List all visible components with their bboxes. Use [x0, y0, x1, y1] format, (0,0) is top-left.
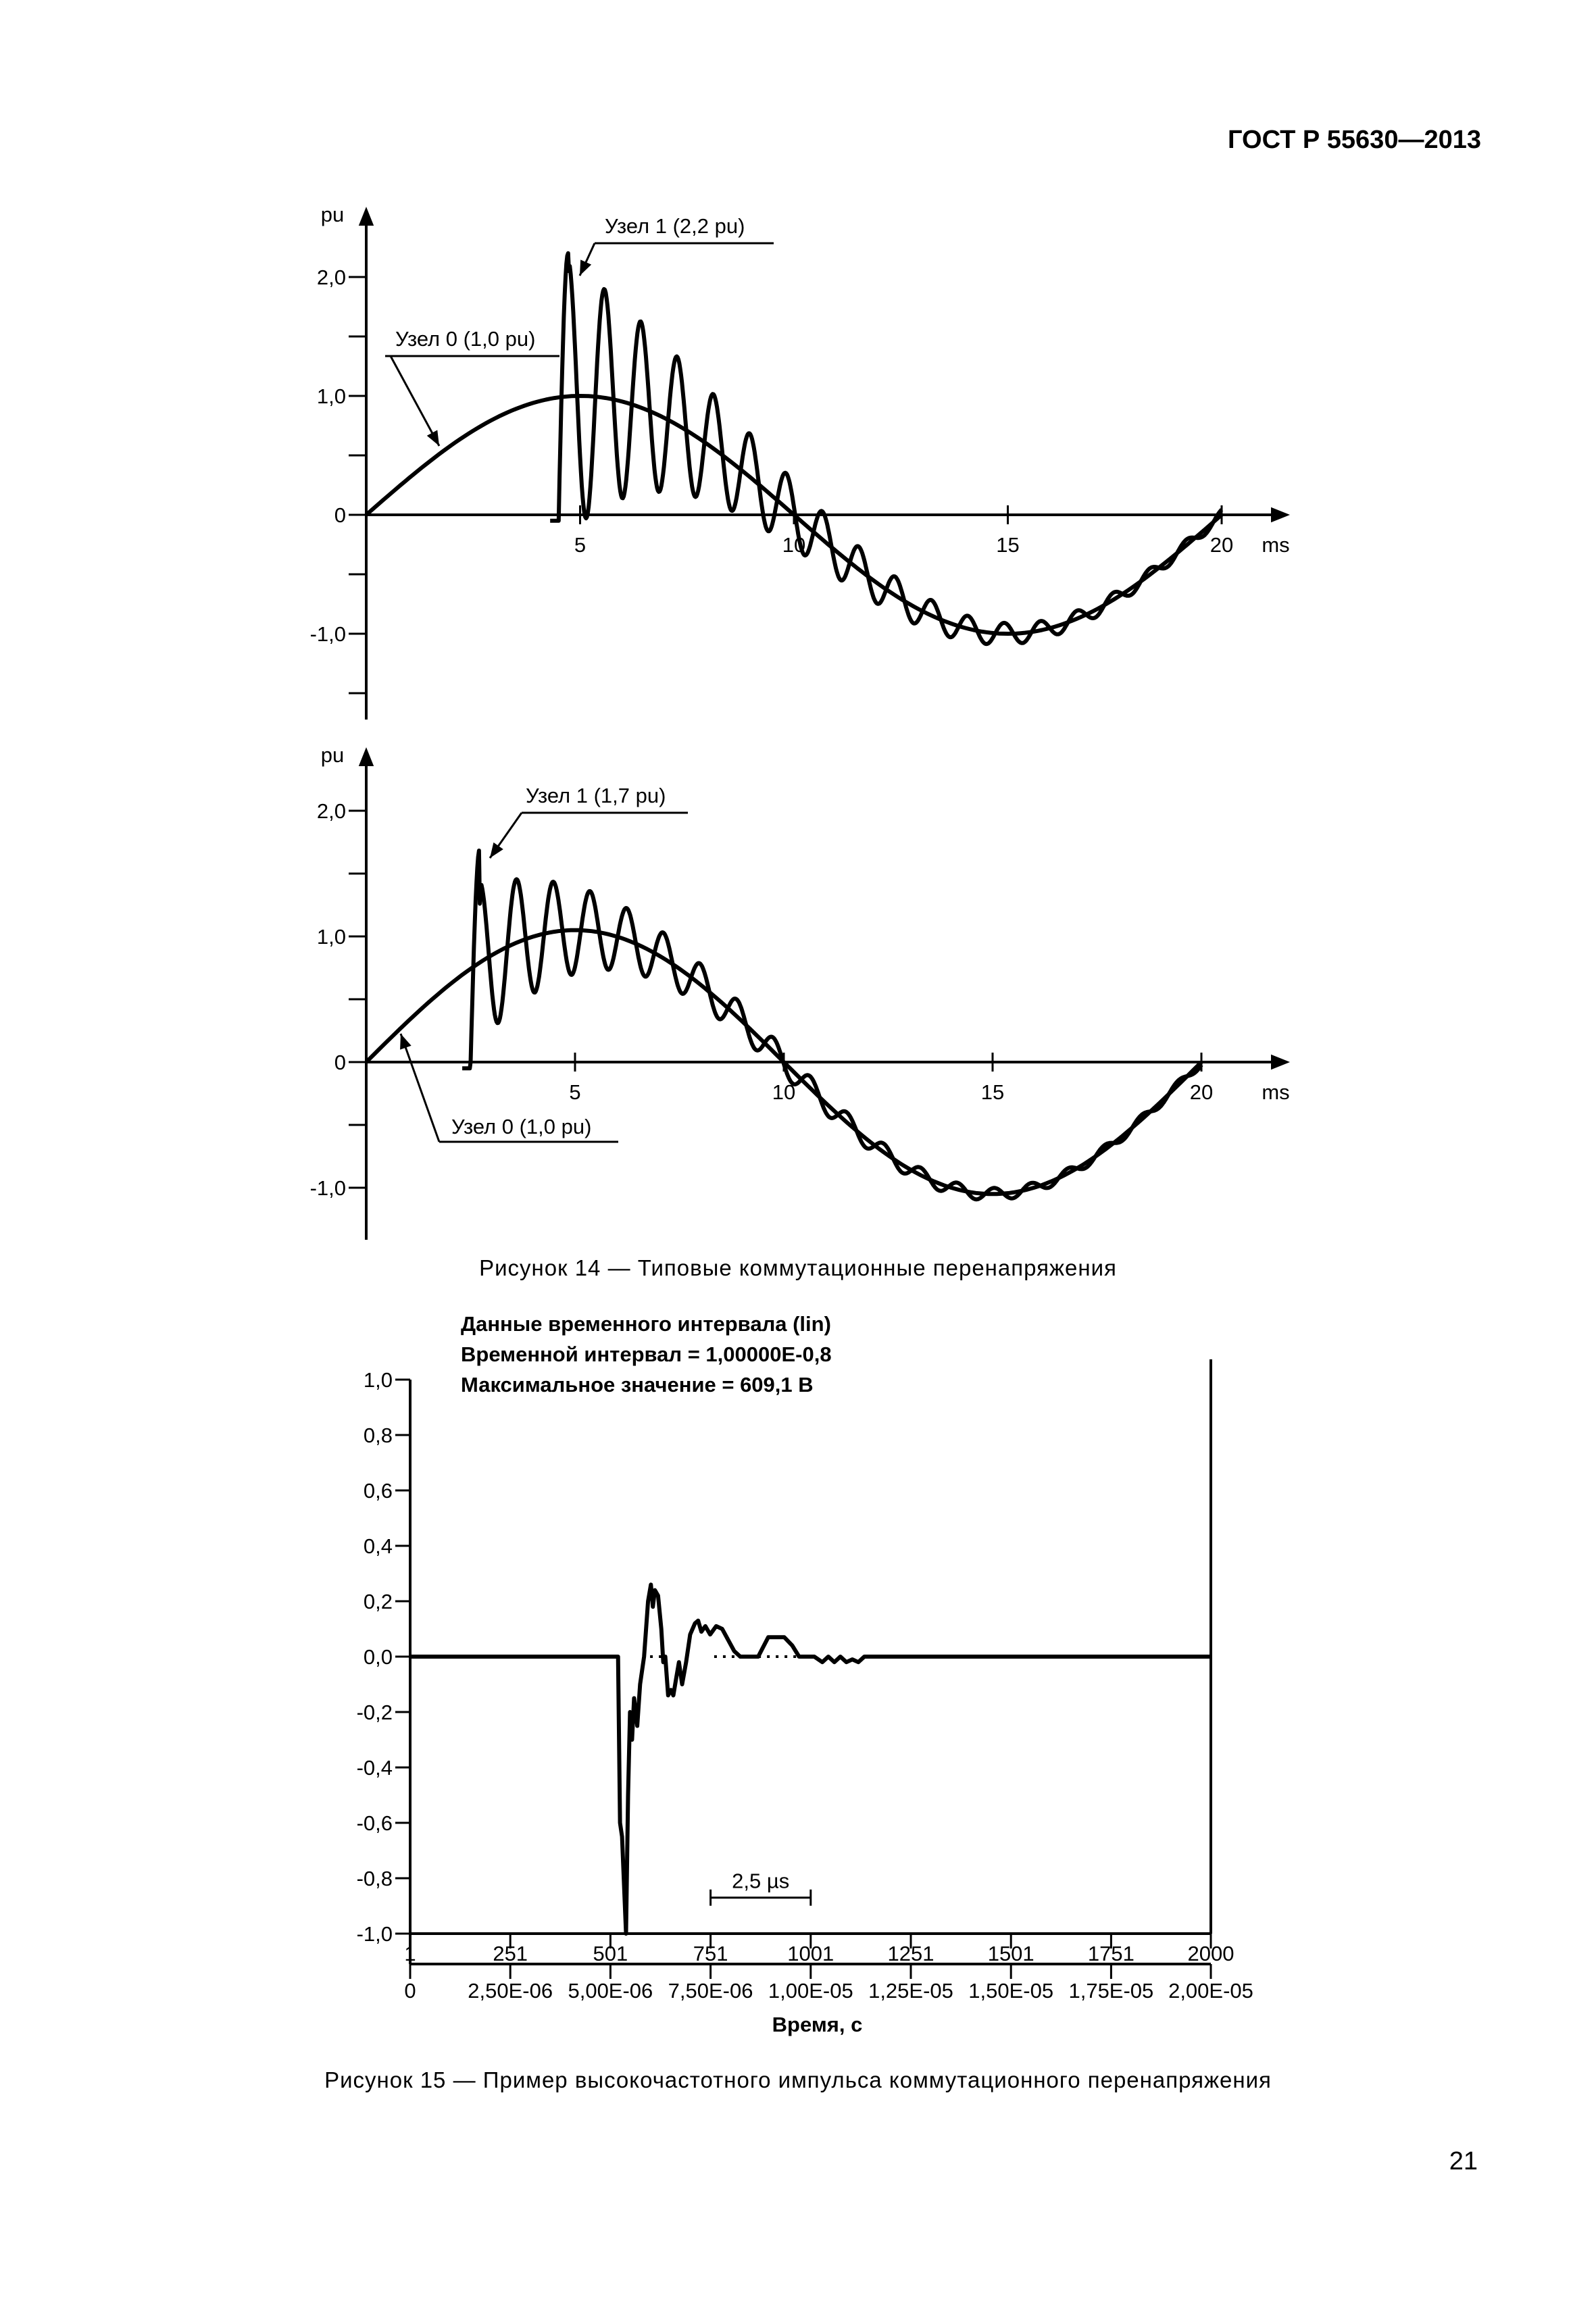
x-tick-label: 10 [772, 1080, 796, 1104]
annotation-node0-leader [401, 1034, 439, 1142]
x-tick-label-sample: 1501 [987, 1942, 1034, 1965]
y-tick-label: -0,6 [356, 1811, 393, 1835]
annotation-node1-arrow [580, 259, 591, 276]
x-tick-label: 10 [782, 533, 806, 557]
x-axis-arrow [1271, 507, 1290, 522]
x-tick-label-time: 1,75E-05 [1068, 1979, 1154, 2003]
x-tick-label-sample: 751 [693, 1942, 728, 1965]
x-tick-label-sample: 1001 [787, 1942, 834, 1965]
page-number: 21 [1449, 2147, 1478, 2175]
figure14-caption: Рисунок 14 — Типовые коммутационные перенапряжения [479, 1255, 1117, 1280]
annotation-node0-arrow [427, 430, 439, 446]
x-tick-label-time: 1,00E-05 [768, 1979, 853, 2003]
x-tick-label: 20 [1189, 1080, 1214, 1104]
chart-info-line: Временной интервал = 1,00000Е-0,8 [461, 1342, 832, 1366]
y-axis-arrow [359, 747, 374, 766]
y-axis-arrow [359, 207, 374, 226]
signal-line [410, 1584, 1211, 1934]
y-tick-label: 2,0 [316, 266, 346, 289]
x-tick-label-time: 0 [404, 1979, 416, 2003]
x-tick-label-time: 1,50E-05 [968, 1979, 1054, 2003]
x-tick-label-sample: 2000 [1187, 1942, 1235, 1965]
x-tick-label: 15 [980, 1080, 1005, 1104]
y-tick-label: -1,0 [309, 1176, 346, 1200]
y-tick-label: 1,0 [316, 384, 346, 408]
y-tick-label: -0,8 [356, 1867, 393, 1890]
annotation-node0-leader [391, 356, 439, 446]
x-tick-label-sample: 1251 [887, 1942, 934, 1965]
y-tick-label: 2,0 [316, 799, 346, 823]
x-tick-label-time: 2,50E-06 [468, 1979, 553, 2003]
figure14-chart-bottom [0, 743, 1596, 1250]
annotation-node0-label: Узел 0 (1,0 pu) [395, 327, 536, 351]
y-tick-label: 0,6 [363, 1479, 393, 1503]
x-axis-unit-label: ms [1262, 533, 1290, 557]
y-tick-label: 1,0 [316, 925, 346, 949]
x-axis-title: Время, с [772, 2013, 863, 2036]
y-tick-label: 0 [334, 1051, 346, 1074]
document-header: ГОСТ Р 55630—2013 [1228, 126, 1481, 154]
x-tick-label: 5 [574, 533, 587, 557]
figure14-chart-top [0, 0, 1596, 757]
x-tick-label: 20 [1210, 533, 1234, 557]
annotation-node1-label: Узел 1 (2,2 pu) [605, 214, 745, 238]
x-axis-arrow [1271, 1055, 1290, 1070]
x-tick-label-time: 1,25E-05 [868, 1979, 953, 2003]
y-axis-unit-label: pu [320, 203, 345, 226]
x-tick-label: 15 [996, 533, 1020, 557]
figure15-caption: Рисунок 15 — Пример высокочастотного импульса коммутационного перенапряжения [324, 2067, 1272, 2092]
annotation-node1-arrow [490, 842, 503, 858]
x-tick-label-sample: 501 [593, 1942, 628, 1965]
y-tick-label: 0 [334, 503, 346, 527]
chart-info-line: Данные временного интервала (lin) [461, 1312, 831, 1336]
y-tick-label: -0,2 [356, 1701, 393, 1724]
y-tick-label: 0,2 [363, 1590, 393, 1613]
y-tick-label: 0,8 [363, 1424, 393, 1447]
annotation-node0-arrow [400, 1034, 412, 1050]
y-tick-label: 1,0 [363, 1368, 393, 1392]
x-tick-label-sample: 251 [493, 1942, 528, 1965]
y-tick-label: 0,0 [363, 1645, 393, 1669]
x-tick-label-time: 7,50E-06 [668, 1979, 753, 2003]
figure15-chart [0, 1304, 1596, 2081]
annotation-node1-label: Узел 1 (1,7 pu) [526, 784, 666, 807]
y-tick-label: -1,0 [309, 622, 346, 646]
annotation-node0-label: Узел 0 (1,0 pu) [451, 1115, 592, 1138]
x-axis-unit-label: ms [1262, 1080, 1290, 1104]
series-node1-line [462, 851, 1201, 1199]
x-tick-label-sample: 1 [404, 1942, 416, 1965]
x-tick-label-time: 5,00E-06 [568, 1979, 653, 2003]
y-tick-label: -1,0 [356, 1922, 393, 1946]
chart-info-line: Максимальное значение = 609,1 В [461, 1373, 814, 1397]
y-axis-unit-label: pu [320, 743, 345, 767]
series-node1-line [550, 253, 1222, 644]
x-tick-label-time: 2,00E-05 [1168, 1979, 1253, 2003]
y-tick-label: 0,4 [363, 1534, 393, 1558]
x-tick-label: 5 [569, 1080, 581, 1104]
x-tick-label-sample: 1751 [1087, 1942, 1134, 1965]
scale-bar-label: 2,5 µs [732, 1869, 790, 1893]
y-tick-label: -0,4 [356, 1756, 393, 1780]
